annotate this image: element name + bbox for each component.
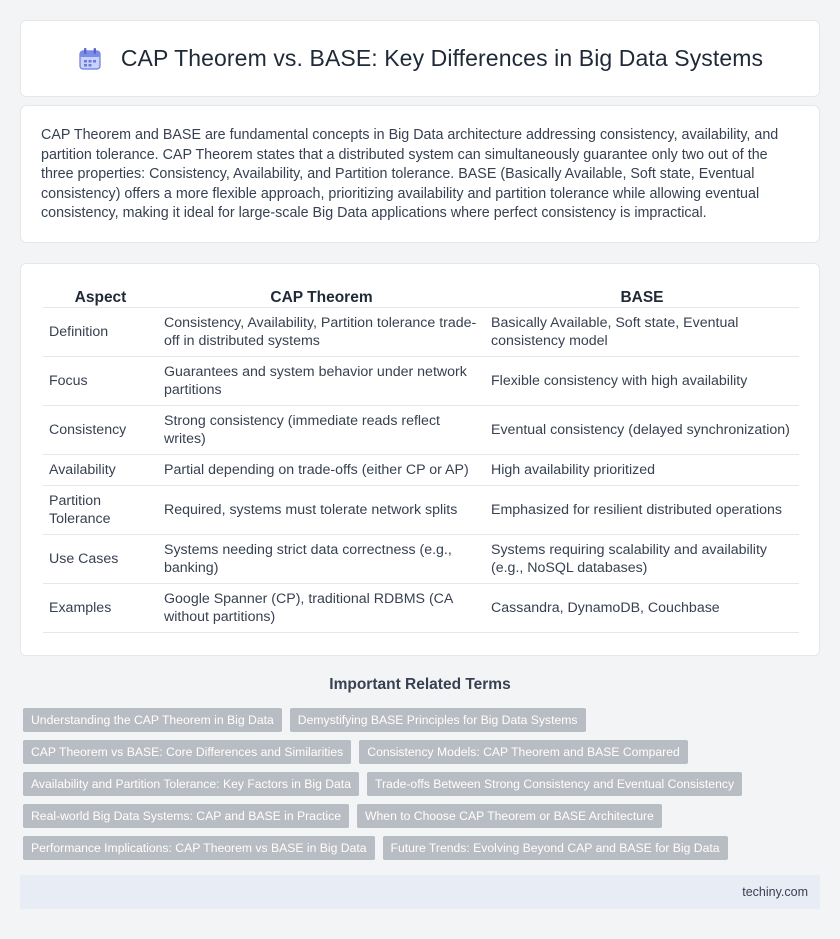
table-row <box>43 535 799 584</box>
intro-paragraph: CAP Theorem and BASE are fundamental concepts in Big Data architecture addressing consistency, availability, and partition tolerance. CAP Theorem states that a distributed system can simultaneously guarantee only two out of the three properties: Consistency, Availability, and Partition tolerance. BASE (Basically Available, Soft state, Eventual consistency) offers a more flexible approach, prioritizing availability and partition tolerance while allowing eventual consistency, making it ideal for large-scale Big Data applications where perfect consistency is impractical. <box>41 127 779 222</box>
table-row <box>43 584 799 633</box>
aspect-cell: Focus <box>43 357 158 406</box>
comparison-table <box>43 284 799 633</box>
tag-row <box>23 740 813 764</box>
base-cell: High availability prioritized <box>485 455 799 486</box>
tag-row <box>23 804 813 828</box>
aspect-cell: Use Cases <box>43 535 158 584</box>
title-wrap <box>77 45 763 72</box>
base-cell: Systems requiring scalability and availability (e.g., NoSQL databases) <box>485 535 799 584</box>
aspect-cell: Definition <box>43 308 158 357</box>
base-cell: Cassandra, DynamoDB, Couchbase <box>485 584 799 633</box>
table-row <box>43 308 799 357</box>
cap-cell: Partial depending on trade-offs (either CP or AP) <box>158 455 485 486</box>
related-term-link[interactable]: When to Choose CAP Theorem or BASE Architecture <box>357 804 662 828</box>
column-header-base: BASE <box>485 284 799 308</box>
table-header-row <box>43 284 799 308</box>
tag-row <box>23 772 813 796</box>
aspect-cell: Availability <box>43 455 158 486</box>
related-term-link[interactable]: Availability and Partition Tolerance: Key Factors in Big Data <box>23 772 359 796</box>
tag-row <box>23 708 813 732</box>
cap-cell: Required, systems must tolerate network splits <box>158 486 485 535</box>
related-term-link[interactable]: Trade-offs Between Strong Consistency and Eventual Consistency <box>367 772 742 796</box>
base-cell: Emphasized for resilient distributed operations <box>485 486 799 535</box>
aspect-cell: Examples <box>43 584 158 633</box>
base-cell: Basically Available, Soft state, Eventual consistency model <box>485 308 799 357</box>
related-term-link[interactable]: Consistency Models: CAP Theorem and BASE Compared <box>359 740 688 764</box>
related-term-link[interactable]: Understanding the CAP Theorem in Big Data <box>23 708 282 732</box>
related-term-link[interactable]: Future Trends: Evolving Beyond CAP and BASE for Big Data <box>383 836 728 860</box>
base-cell: Flexible consistency with high availability <box>485 357 799 406</box>
cap-cell: Google Spanner (CP), traditional RDBMS (CA without partitions) <box>158 584 485 633</box>
cap-cell: Strong consistency (immediate reads reflect writes) <box>158 406 485 455</box>
footer-bar <box>20 875 820 909</box>
related-term-link[interactable]: Performance Implications: CAP Theorem vs BASE in Big Data <box>23 836 375 860</box>
aspect-cell: Consistency <box>43 406 158 455</box>
aspect-cell: Partition Tolerance <box>43 486 158 535</box>
table-row <box>43 357 799 406</box>
related-term-link[interactable]: Demystifying BASE Principles for Big Data Systems <box>290 708 586 732</box>
related-term-link[interactable]: Real-world Big Data Systems: CAP and BASE in Practice <box>23 804 349 828</box>
cap-cell: Consistency, Availability, Partition tolerance trade-off in distributed systems <box>158 308 485 357</box>
related-term-link[interactable]: CAP Theorem vs BASE: Core Differences and Similarities <box>23 740 351 764</box>
cap-cell: Guarantees and system behavior under network partitions <box>158 357 485 406</box>
calendar-icon <box>77 46 103 72</box>
related-terms-title: Important Related Terms <box>329 676 511 693</box>
comparison-table-card <box>20 263 820 656</box>
page-title: CAP Theorem vs. BASE: Key Differences in Big Data Systems <box>120 45 764 71</box>
tag-row <box>23 836 813 860</box>
intro-card <box>20 105 820 243</box>
table-row <box>43 455 799 486</box>
column-header-cap: CAP Theorem <box>158 284 485 308</box>
related-terms-list <box>23 708 813 868</box>
table-row <box>43 486 799 535</box>
table-row <box>43 406 799 455</box>
column-header-aspect: Aspect <box>43 284 158 308</box>
cap-cell: Systems needing strict data correctness (e.g., banking) <box>158 535 485 584</box>
footer-brand: techiny.com <box>742 885 808 899</box>
header-card <box>20 20 820 97</box>
base-cell: Eventual consistency (delayed synchronization) <box>485 406 799 455</box>
